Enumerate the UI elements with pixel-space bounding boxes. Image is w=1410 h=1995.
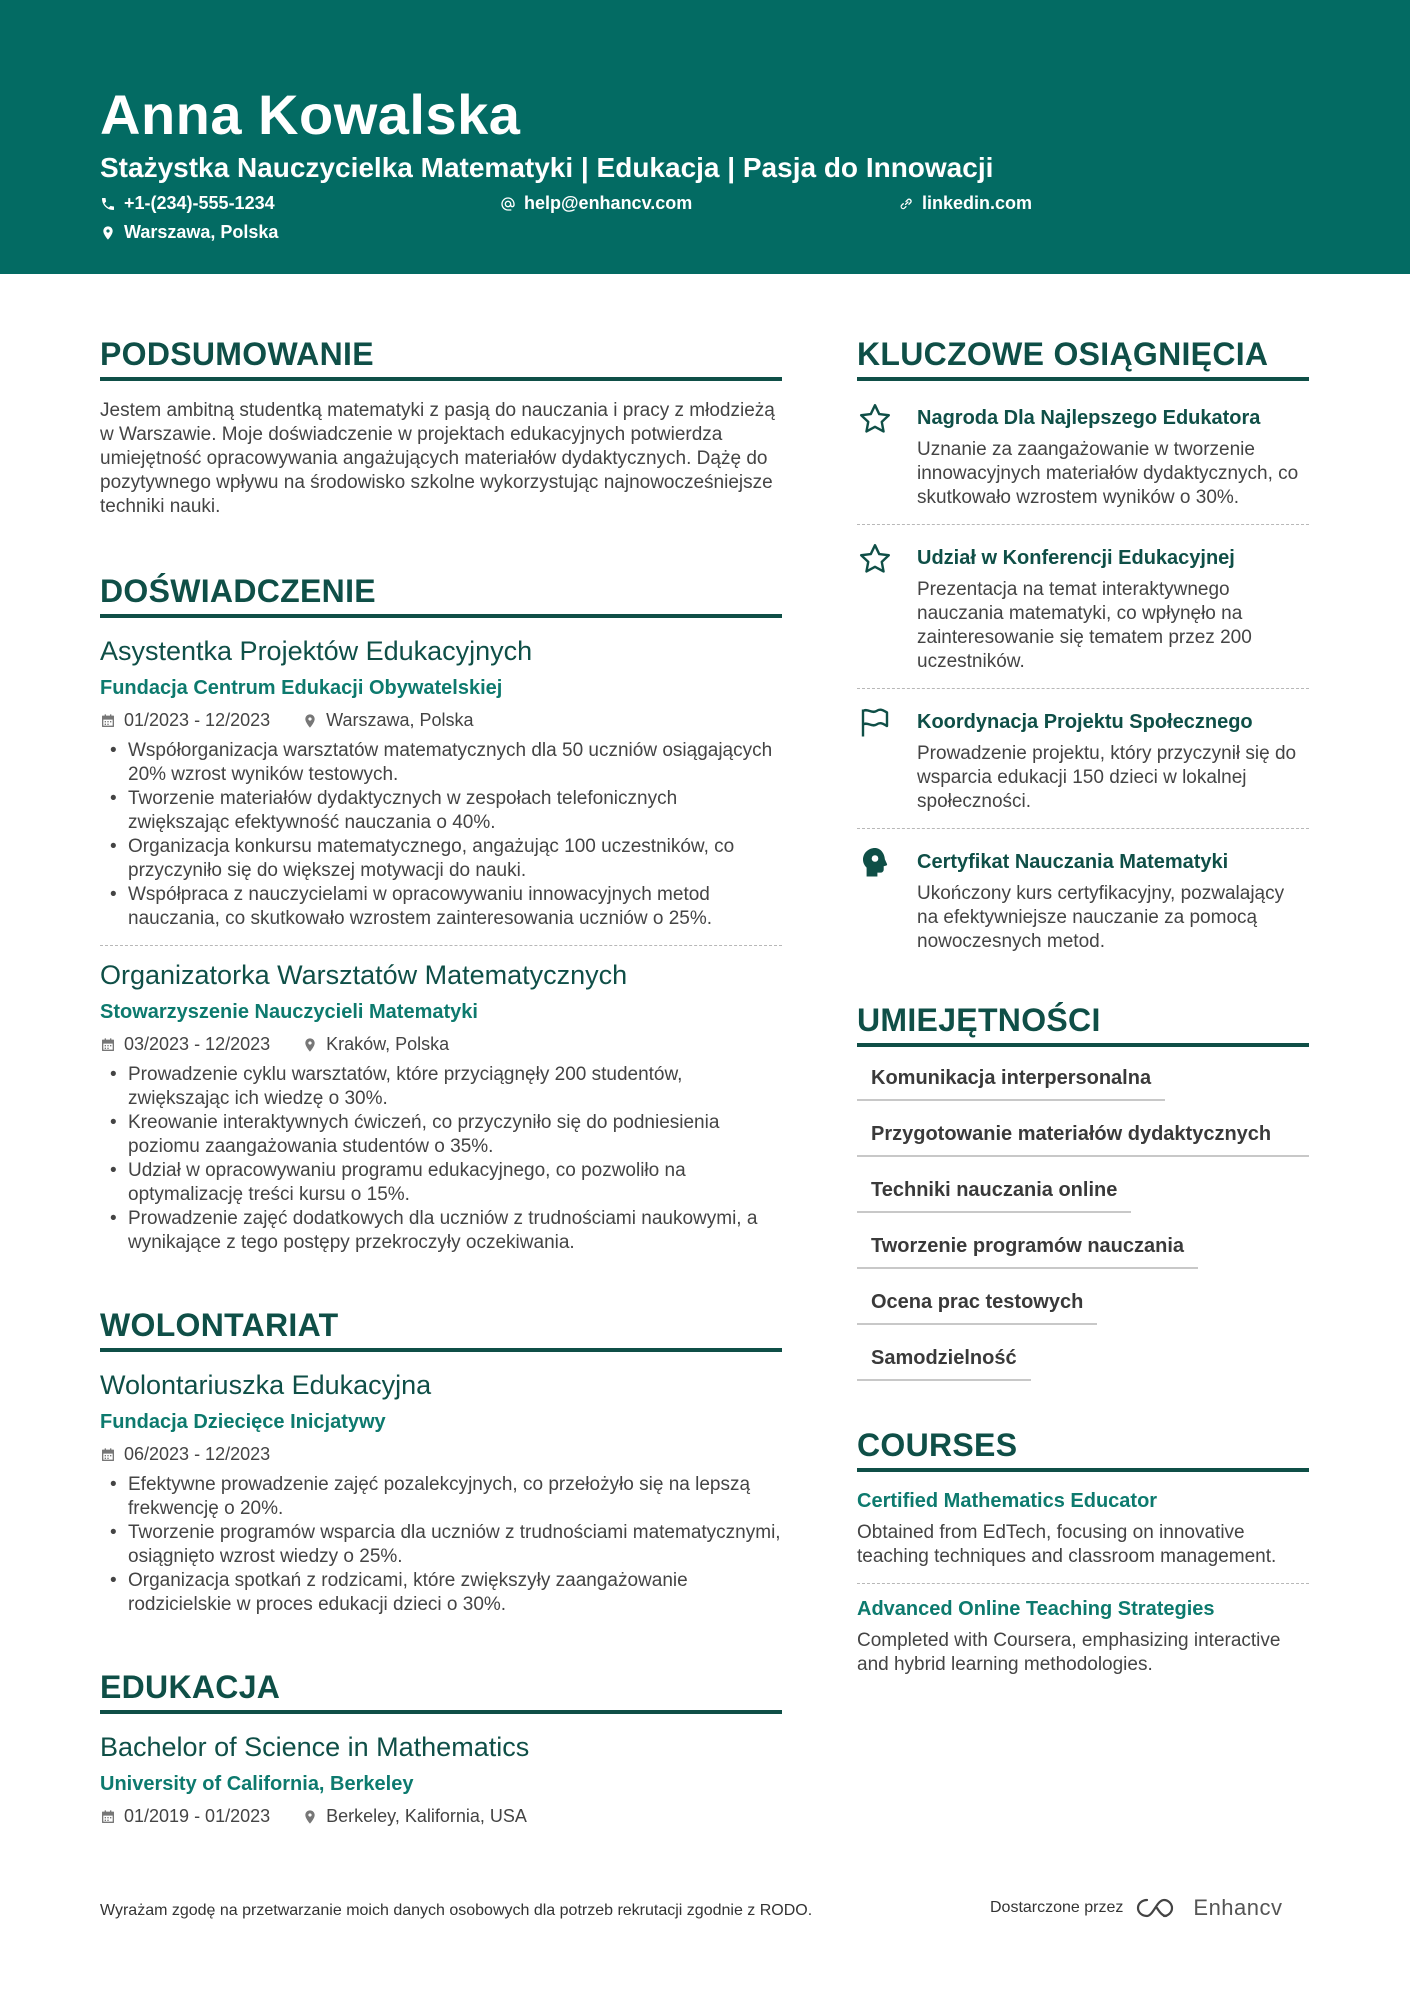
divider [100,945,782,946]
date-range [100,1444,270,1465]
enhancv-logo-icon [1135,1896,1181,1920]
volunteering-role: Wolontariuszka Edukacyjna [100,1370,432,1400]
achievement-desc: Uznanie za zaangażowanie w tworzenie innowacyjnych materiałów dydaktycznych, co skutkowało wzrostem wyników o 30%. [917,439,1299,508]
course-desc: Completed with Coursera, emphasizing interactive and hybrid learning methodologies. [857,1630,1281,1675]
candidate-name: Anna Kowalska [100,83,521,146]
location-pin-icon [100,225,116,241]
experience-bullets [100,739,782,931]
skill-tag: Techniki nauczania online [857,1177,1131,1213]
link-icon [898,196,914,212]
job-location [302,1034,449,1055]
location-pin-icon [302,1809,318,1825]
experience-item [100,960,782,1255]
contact-linkedin[interactable] [898,193,1032,214]
experience-org: Stowarzyszenie Nauczycieli Matematyki [100,1001,478,1023]
star-icon [857,401,893,437]
education-heading: EDUKACJA [100,1669,782,1714]
experience-heading: DOŚWIADCZENIE [100,573,782,618]
achievement-title: Certyfikat Nauczania Matematyki [917,851,1229,873]
skill-tag: Tworzenie programów nauczania [857,1233,1198,1269]
experience-meta [100,710,782,731]
achievement-icon-wrap [857,703,899,814]
volunteering-section [100,1307,782,1617]
summary-text: Jestem ambitną studentką matematyki z pasją do nauczania i pracy z młodzieżą w Warszawie. Moje doświadczenie w projektach edukacyjnych potwierdza umiejętność opracowywania angażujących materiałów dydaktycznych. Dążę do pozytywnego wpływu na środowisko szkolne wykorzystując najnowocześniejsze techniki nauki. [100,400,775,517]
achievement-item [857,703,1309,814]
location-pin-icon [302,1037,318,1053]
education-section [100,1669,782,1827]
bullet-item: • Tworzenie programów wsparcia dla uczniów z trudnościami matematycznymi, osiągnięto wzrost wiedzy o 25%. [100,1521,782,1569]
date-text: 01/2019 - 01/2023 [124,1806,271,1826]
date-range [100,1034,270,1055]
calendar-icon [100,713,116,729]
course-item [857,1598,1309,1677]
calendar-icon [100,1447,116,1463]
achievements-heading: KLUCZOWE OSIĄGNIĘCIA [857,336,1309,381]
head-icon [857,845,893,881]
consent-text: Wyrażam zgodę na przetwarzanie moich danych osobowych dla potrzeb rekrutacji zgodnie z RODO. [100,1902,813,1919]
achievement-desc: Prezentacja na temat interaktywnego nauczania matematyki, co wpłynęło na zainteresowanie się tematem przez 200 uczestników. [917,579,1252,672]
date-text: 06/2023 - 12/2023 [124,1444,271,1464]
achievement-title: Udział w Konferencji Edukacyjnej [917,547,1235,569]
calendar-icon [100,1809,116,1825]
volunteering-meta [100,1444,782,1465]
course-desc: Obtained from EdTech, focusing on innovative teaching techniques and classroom management. [857,1522,1277,1567]
email-text: help@enhancv.com [524,193,693,213]
right-column [857,336,1309,1677]
date-range [100,1806,270,1827]
skill-tag: Komunikacja interpersonalna [857,1065,1165,1101]
experience-bullets [100,1063,782,1255]
bullet-item: • Współorganizacja warsztatów matematycznych dla 50 uczniów osiągających 20% wzrost wyników testowych. [100,739,782,787]
volunteering-heading: WOLONTARIAT [100,1307,782,1352]
date-text: 03/2023 - 12/2023 [124,1034,271,1054]
bullet-item: • Prowadzenie zajęć dodatkowych dla uczniów z trudnościami naukowymi, a wynikające z tego postępy przekroczyły oczekiwania. [100,1207,782,1255]
education-school: University of California, Berkeley [100,1773,414,1795]
experience-meta [100,1034,782,1055]
education-meta [100,1806,782,1827]
achievement-icon-wrap [857,843,899,954]
divider [857,688,1309,689]
experience-section [100,573,782,1255]
achievements-section [857,336,1309,954]
achievement-item [857,399,1309,510]
resume-header [0,0,1410,274]
brand-name: Enhancv [1193,1895,1283,1920]
divider [857,828,1309,829]
skills-section [857,1002,1309,1381]
bullet-item: • Prowadzenie cyklu warsztatów, które przyciągnęły 200 studentów, zwiększając ich wiedzę o 30%. [100,1063,782,1111]
linkedin-text: linkedin.com [922,193,1033,213]
achievement-item [857,843,1309,954]
achievement-title: Nagroda Dla Najlepszego Edukatora [917,407,1261,429]
divider [857,524,1309,525]
location-text: Warszawa, Polska [124,222,279,242]
date-range [100,710,270,731]
date-text: 01/2023 - 12/2023 [124,710,271,730]
contact-phone[interactable] [100,193,275,214]
powered-by[interactable] [990,1895,1283,1921]
left-column [100,336,782,1827]
experience-org: Fundacja Centrum Edukacji Obywatelskiej [100,677,503,699]
contact-email[interactable] [500,193,692,214]
education-location [302,1806,527,1827]
powered-by-label: Dostarczone przez [990,1899,1124,1916]
courses-section [857,1427,1309,1677]
bullet-item: • Udział w opracowywaniu programu edukacyjnego, co pozwoliło na optymalizację treści kursu o 15%. [100,1159,782,1207]
summary-section [100,336,782,519]
bullet-item: • Organizacja konkursu matematycznego, angażując 100 uczestników, co przyczyniło się do większej motywacji do nauki. [100,835,782,883]
bullet-item: • Efektywne prowadzenie zajęć pozalekcyjnych, co przełożyło się na lepszą frekwencję o 20%. [100,1473,782,1521]
contact-location [100,222,278,243]
achievement-title: Koordynacja Projektu Społecznego [917,711,1253,733]
at-icon [500,196,516,212]
skill-tag: Przygotowanie materiałów dydaktycznych [857,1121,1309,1157]
skill-tag: Samodzielność [857,1345,1031,1381]
education-degree: Bachelor of Science in Mathematics [100,1732,530,1762]
course-title: Certified Mathematics Educator [857,1490,1158,1512]
location-text: Berkeley, Kalifornia, USA [326,1806,527,1826]
bullet-item: • Współpraca z nauczycielami w opracowywaniu innowacyjnych metod nauczania, co skutkowało wzrostem zainteresowania uczniów o 25%. [100,883,782,931]
achievement-desc: Ukończony kurs certyfikacyjny, pozwalający na efektywniejsze nauczanie za pomocą nowoczesnych metod. [917,883,1285,952]
job-location [302,710,473,731]
bullet-item: • Organizacja spotkań z rodzicami, które zwiększyły zaangażowanie rodzicielskie w proces edukacji dzieci o 30%. [100,1569,782,1617]
phone-text: +1-(234)-555-1234 [124,193,275,213]
divider [857,1583,1309,1584]
candidate-title: Stażystka Nauczycielka Matematyki | Edukacja | Pasja do Innowacji [100,152,994,183]
achievement-icon-wrap [857,399,899,510]
star-icon [857,541,893,577]
achievement-desc: Prowadzenie projektu, który przyczynił się do wsparcia edukacji 150 dzieci w lokalnej społeczności. [917,743,1297,812]
location-text: Kraków, Polska [326,1034,450,1054]
phone-icon [100,196,116,212]
skill-tag: Ocena prac testowych [857,1289,1097,1325]
volunteering-bullets [100,1473,782,1617]
course-item [857,1490,1309,1569]
skills-heading: UMIEJĘTNOŚCI [857,1002,1309,1047]
calendar-icon [100,1037,116,1053]
achievement-item [857,539,1309,674]
courses-heading: COURSES [857,1427,1309,1472]
volunteering-org: Fundacja Dziecięce Inicjatywy [100,1411,386,1433]
location-pin-icon [302,713,318,729]
experience-role: Organizatorka Warsztatów Matematycznych [100,960,628,990]
bullet-item: • Kreowanie interaktywnych ćwiczeń, co przyczyniło się do podniesienia poziomu zaangażowania studentów o 35%. [100,1111,782,1159]
achievement-icon-wrap [857,539,899,674]
course-title: Advanced Online Teaching Strategies [857,1598,1215,1620]
summary-heading: PODSUMOWANIE [100,336,782,381]
flag-icon [857,705,893,741]
experience-item [100,636,782,931]
location-text: Warszawa, Polska [326,710,474,730]
bullet-item: • Tworzenie materiałów dydaktycznych w zespołach telefonicznych zwiększając efektywność nauczania o 40%. [100,787,782,835]
experience-role: Asystentka Projektów Edukacyjnych [100,636,533,666]
